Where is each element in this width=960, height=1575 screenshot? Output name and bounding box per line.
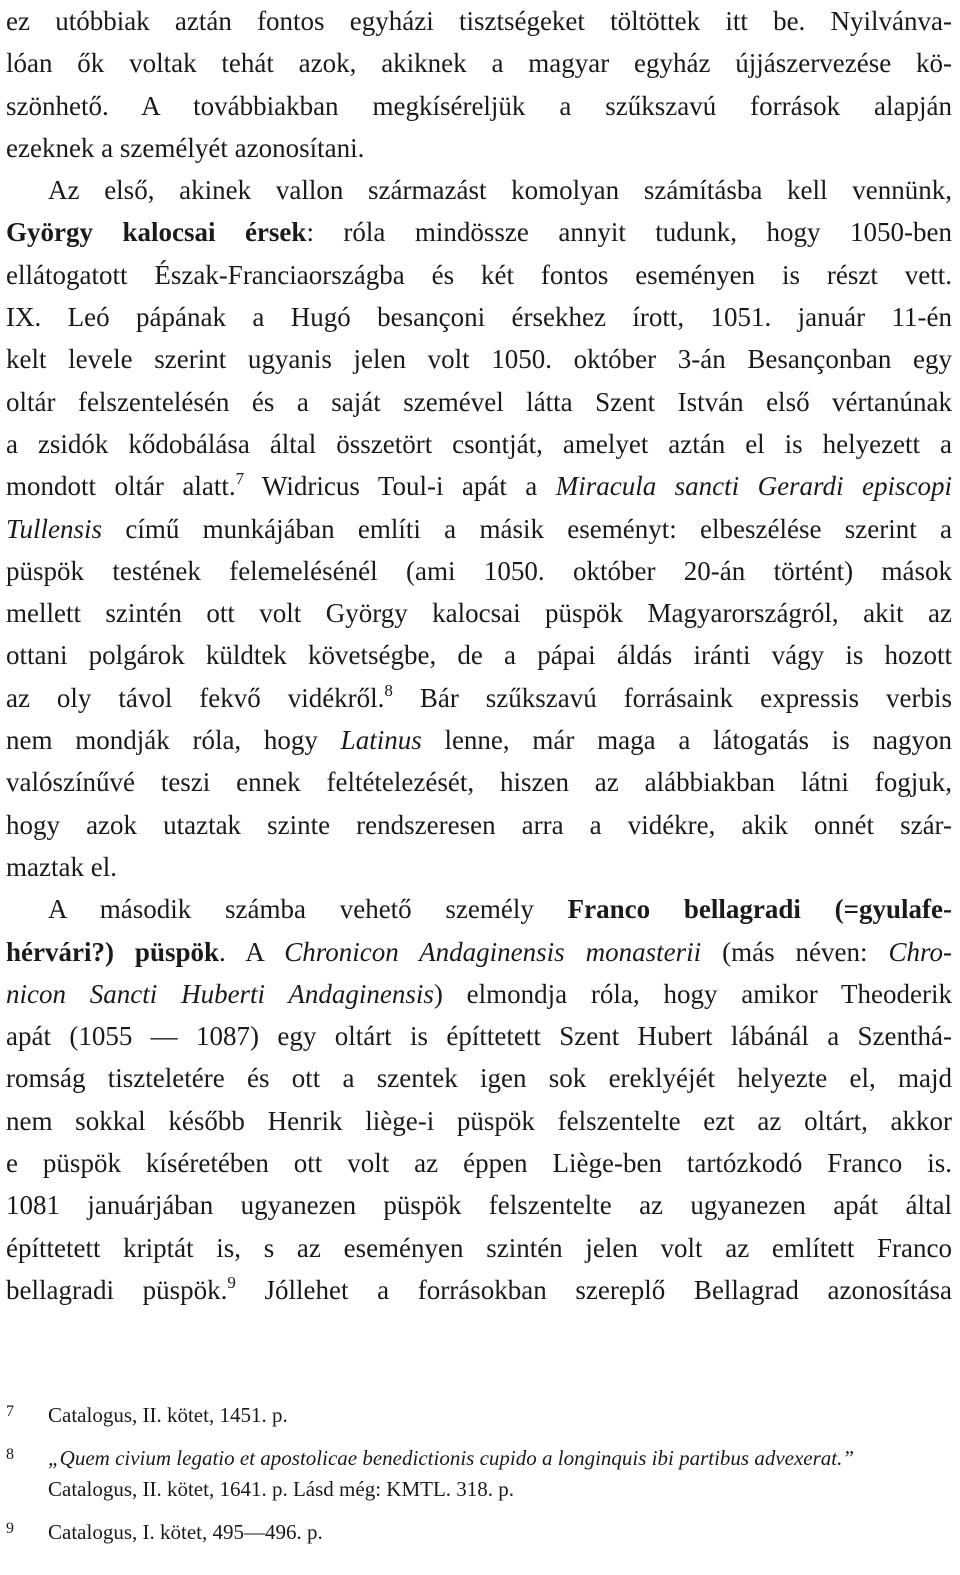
footnote-number: 7	[6, 1403, 14, 1420]
text-run: . A	[219, 936, 285, 967]
text-line: püspök testének felemelésénél (ami 1050. október 20-án történt) mások	[6, 555, 952, 586]
text-line: nem sokkal később Henrik liège-i püspök felszentelte ezt az oltárt, akkor	[6, 1105, 952, 1136]
footnote-8	[6, 1443, 952, 1505]
footnote-quote: „Quem civium legatio et apostolicae benedictionis cupido a longinquis ibi partibus advexerat.”	[48, 1446, 855, 1470]
footnote-text: Catalogus, II. kötet, 1641. p. Lásd még: KMTL. 318. p.	[48, 1477, 515, 1501]
text-line: 1081 januárjában ugyanezen püspök felszentelte az ugyanezen apát által	[6, 1190, 952, 1221]
bold-name: Franco bellagradi (=gyulafe-	[567, 894, 952, 925]
text-run: : róla mindössze annyit tudunk, hogy 1050-ben	[306, 217, 952, 248]
text-line	[6, 508, 952, 550]
italic-title: Tullensis	[6, 513, 103, 544]
bold-name: hérvári?) püspök	[6, 936, 219, 967]
italic-title: Chro-	[888, 936, 952, 967]
footnote-number: 8	[6, 1446, 14, 1463]
text-run: című munkájában említi a másik eseményt: elbeszélése szerint a	[102, 513, 952, 544]
text-line: építtetett kriptát is, s az eseményen szintén jelen volt az említett Franco	[6, 1232, 952, 1263]
bold-name: György kalocsai érsek	[6, 217, 307, 248]
italic-word: Latinus	[340, 725, 422, 756]
text-line: romság tiszteletére és ott a szentek igen sok ereklyéjét helyezte el, majd	[6, 1063, 952, 1094]
footnotes	[6, 1400, 952, 1560]
italic-title: Miracula sancti Gerardi episcopi	[555, 471, 952, 502]
text-line	[6, 931, 952, 973]
text-run: A második számba vehető személy	[48, 894, 568, 925]
text-line	[6, 888, 952, 930]
text-line: apát (1055 — 1087) egy oltárt is építtetett Szent Hubert lábánál a Szenthá-	[6, 1021, 952, 1052]
text-line: maztak el.	[6, 851, 117, 882]
footnote-text: Catalogus, I. kötet, 495—496. p.	[48, 1520, 323, 1544]
text-line: kelt levele szerint ugyanis jelen volt 1050. október 3-án Besançonban egy	[6, 344, 952, 375]
text-run: nem mondják róla, hogy	[6, 725, 341, 756]
text-line	[6, 211, 952, 253]
text-line	[6, 719, 952, 761]
text-run: Jóllehet a forrásokban szereplő Bellagrad azonosítása	[235, 1274, 952, 1305]
text-line: szönhető. A továbbiakban megkíséreljük a szűkszavú források alapján	[6, 90, 952, 121]
body-text	[6, 0, 952, 1311]
text-run: Bár szűkszavú forrásaink expressis verbis	[392, 682, 952, 713]
footnote-number: 9	[6, 1520, 14, 1537]
text-line: ottani polgárok küldtek követségbe, de a pápai áldás iránti vágy is hozott	[6, 640, 952, 671]
text-line: e püspök kíséretében ott volt az éppen Liège-ben tartózkodó Franco is.	[6, 1148, 952, 1179]
text-line: IX. Leó pápának a Hugó besançoni érsekhez írott, 1051. január 11-én	[6, 302, 952, 333]
italic-title: nicon Sancti Huberti Andaginensis	[6, 978, 434, 1009]
text-line	[6, 1269, 952, 1311]
footnote-9	[6, 1517, 952, 1548]
text-line: a zsidók kődobálása által összetört csontját, amelyet aztán el is helyezett a	[6, 428, 952, 459]
italic-title: Chronicon Andaginensis monasterii	[284, 936, 702, 967]
footnote-ref[interactable]: 8	[384, 680, 393, 700]
text-line: mellett szintén ott volt György kalocsai püspök Magyarországról, akit az	[6, 598, 952, 629]
text-run: ) elmondja róla, hogy amikor Theoderik	[433, 978, 952, 1009]
text-run: bellagradi püspök.	[6, 1274, 228, 1305]
text-line	[6, 677, 952, 719]
text-run: mondott oltár alatt.	[6, 471, 236, 502]
text-run: az oly távol fekvő vidékről.	[6, 682, 385, 713]
footnote-text: Catalogus, II. kötet, 1451. p.	[48, 1403, 288, 1427]
footnote-7	[6, 1400, 952, 1431]
text-line	[6, 973, 952, 1015]
text-line: ezeknek a személyét azonosítani.	[6, 132, 365, 163]
text-run: lenne, már maga a látogatás is nagyon	[421, 725, 952, 756]
text-line	[6, 465, 952, 507]
text-line: lóan ők voltak tehát azok, akiknek a magyar egyház újjászervezése kö-	[6, 48, 952, 79]
text-line: Az első, akinek vallon származást komolyan számításba kell vennünk,	[48, 175, 952, 206]
text-line: ez utóbbiak aztán fontos egyházi tisztségeket töltöttek itt be. Nyilvánva-	[6, 6, 952, 36]
text-run: (más néven:	[701, 936, 889, 967]
footnote-ref[interactable]: 9	[227, 1272, 236, 1292]
footnote-ref[interactable]: 7	[235, 469, 245, 489]
text-line: hogy azok utaztak szinte rendszeresen arra a vidékre, akik onnét szár-	[6, 809, 952, 840]
text-line: oltár felszentelésén és a saját szemével látta Szent István első vértanúnak	[6, 386, 952, 417]
text-run: Widricus Toul-i apát a	[244, 471, 556, 502]
text-line: ellátogatott Észak-Franciaországba és két fontos eseményen is részt vett.	[6, 259, 952, 290]
text-line: valószínűvé teszi ennek feltételezését, hiszen az alábbiakban látni fogjuk,	[6, 767, 952, 798]
